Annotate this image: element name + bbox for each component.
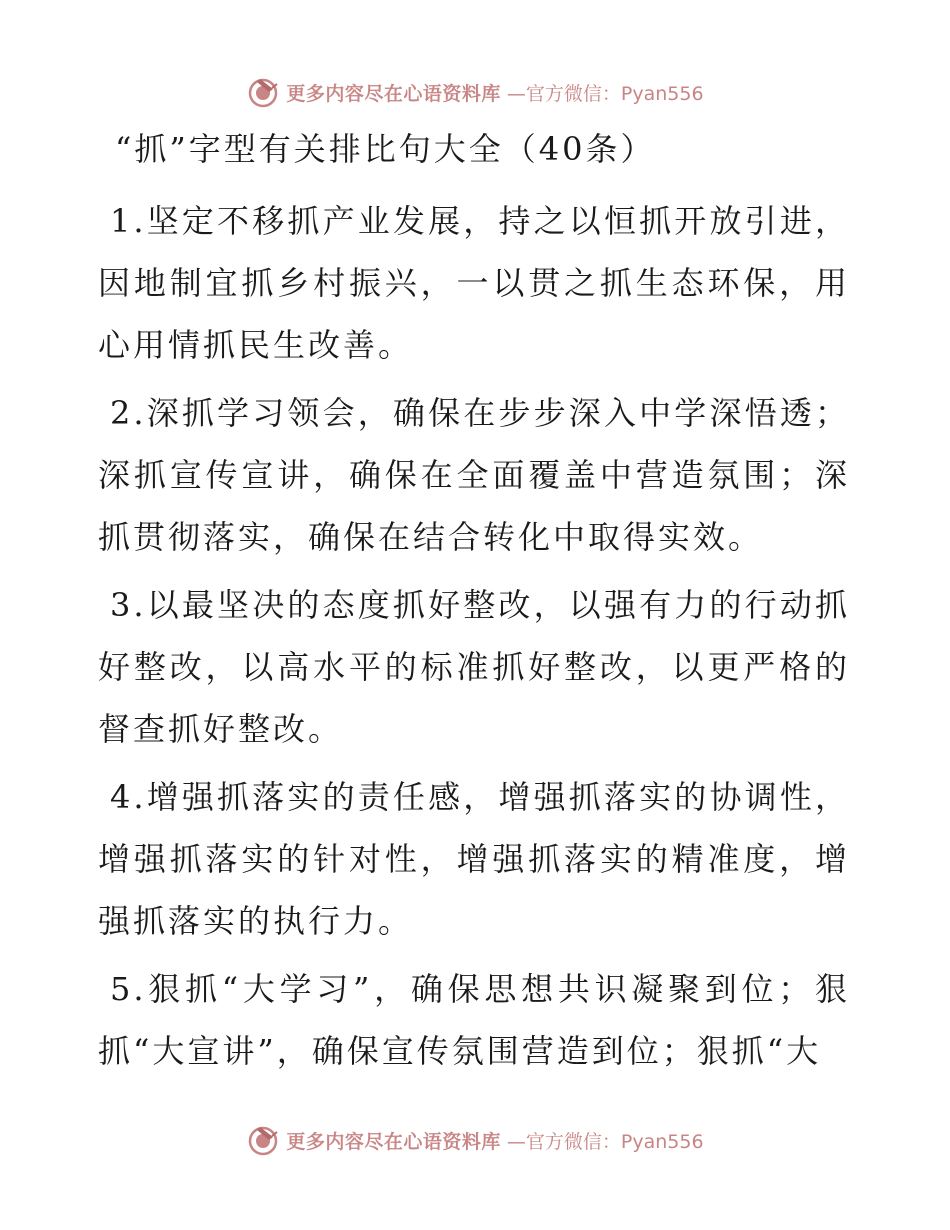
paragraph-4: 4.增强抓落实的责任感，增强抓落实的协调性，增强抓落实的针对性，增强抓落实的精准度，增强抓落实的执行力。 [98,778,850,940]
paragraph-5: 5.狠抓“大学习”，确保思想共识凝聚到位；狠抓“大宣讲”，确保宣传氛围营造到位；狠抓“大 [98,970,850,1070]
document-body [98,190,850,1088]
footer-watermark [0,1120,950,1160]
document-title: “抓”字型有关排比句大全（40条） [115,130,656,168]
pen-logo-icon [246,75,280,109]
pen-logo-icon [246,1123,280,1157]
paragraph-1: 1.坚定不移抓产业发展，持之以恒抓开放引进，因地制宜抓乡村振兴，一以贯之抓生态环保，用心用情抓民生改善。 [98,202,850,364]
watermark-text: 更多内容尽在心语资料库 [286,1130,501,1153]
header-watermark [0,72,950,112]
watermark-text: 更多内容尽在心语资料库 [286,82,501,105]
paragraph-2: 2.深抓学习领会，确保在步步深入中学深悟透；深抓宣传宣讲，确保在全面覆盖中营造氛围；深抓贯彻落实，确保在结合转化中取得实效。 [98,394,850,556]
watermark-contact: —官方微信：Pyan556 [506,82,704,105]
paragraph-3: 3.以最坚决的态度抓好整改，以强有力的行动抓好整改，以高水平的标准抓好整改，以更严格的督查抓好整改。 [98,586,850,748]
watermark-contact: —官方微信：Pyan556 [506,1130,704,1153]
